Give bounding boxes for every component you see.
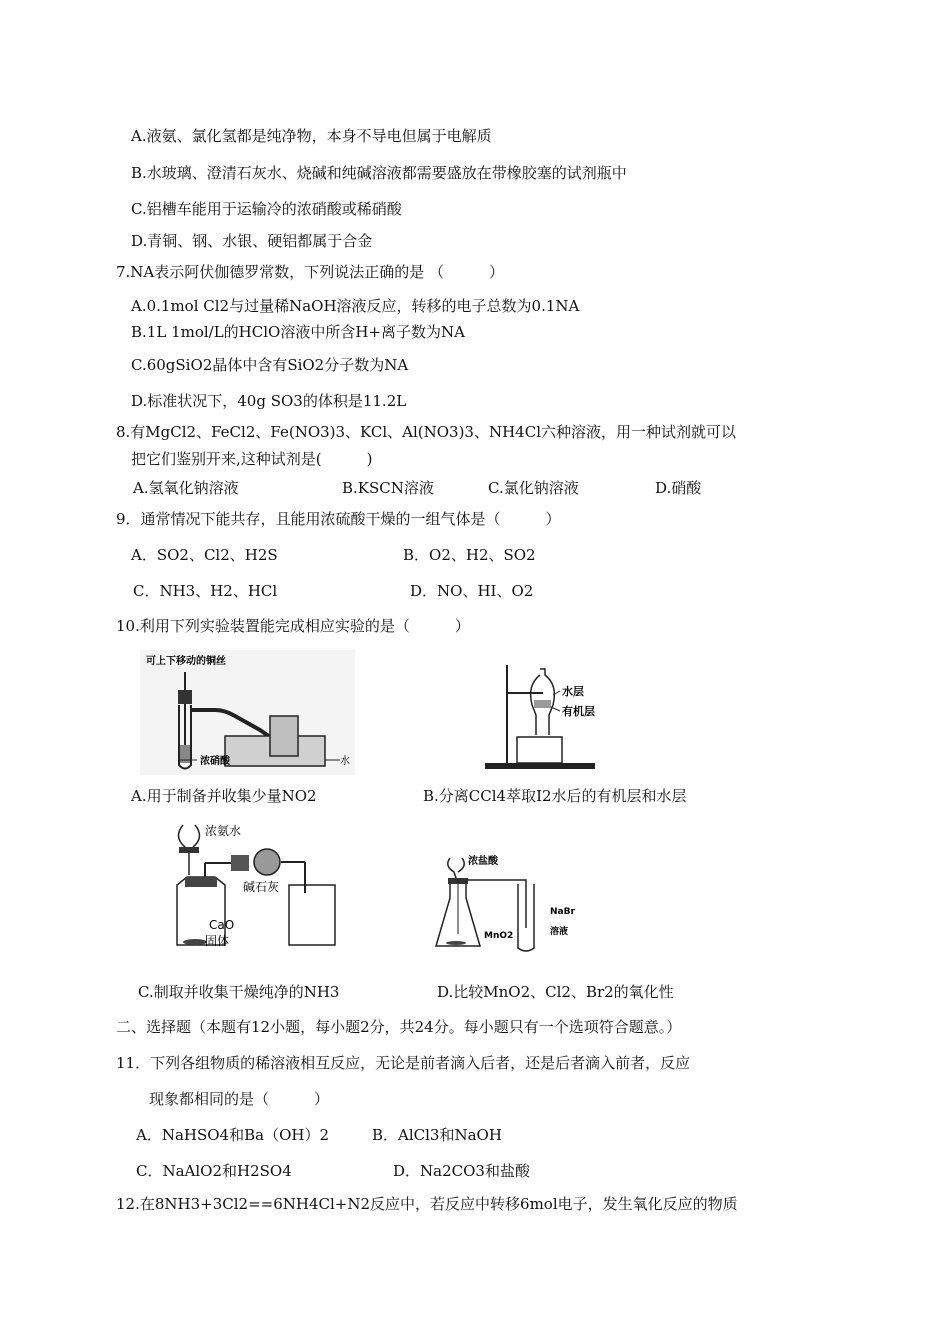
q8-option-a: A.氢氧化钠溶液: [133, 479, 239, 497]
q6-option-d: D.青铜、钢、水银、硬铝都属于合金: [131, 232, 373, 250]
q10-option-d: D.比较MnO2、Cl2、Br2的氧化性: [437, 983, 674, 1001]
q7-stem: 7.NA表示阿伏伽德罗常数，下列说法正确的是 （ ）: [116, 263, 505, 281]
figure-d-label-hcl: 浓盐酸: [468, 856, 498, 867]
q9-option-a: A．SO2、Cl2、H2S: [131, 546, 278, 564]
q11-stem-line1: 11．下列各组物质的稀溶液相互反应，无论是前者滴入后者，还是后者滴入前者，反应: [116, 1054, 691, 1072]
q11-option-c: C．NaAlO2和H2SO4: [136, 1162, 292, 1180]
q10-option-a: A.用于制备并收集少量NO2: [131, 787, 317, 805]
figure-d-label-mno2: MnO2: [484, 931, 514, 941]
figure-a-apparatus: [140, 650, 355, 775]
q6-option-a: A.液氨、氯化氢都是纯净物，本身不导电但属于电解质: [131, 127, 492, 145]
q6-option-b: B.水玻璃、澄清石灰水、烧碱和纯碱溶液都需要盛放在带橡胶塞的试剂瓶中: [131, 164, 627, 182]
figure-d-apparatus: [430, 850, 590, 955]
q10-option-b: B.分离CCl4萃取I2水后的有机层和水层: [423, 787, 687, 805]
section-2-header: 二、选择题（本题有12小题，每小题2分，共24分。每小题只有一个选项符合题意。）: [116, 1018, 682, 1036]
q11-option-b: B．AlCl3和NaOH: [372, 1126, 502, 1144]
figure-b-label-water-layer: 水层: [562, 685, 584, 698]
figure-a-label-acid: 浓硝酸: [200, 756, 230, 767]
figure-c-label-lime: 碱石灰: [243, 880, 280, 894]
figure-d-label-nabr: NaBr: [550, 907, 575, 917]
figure-c-apparatus: [165, 815, 350, 955]
figure-a-label-wire: 可上下移动的铜丝: [146, 656, 226, 667]
q9-stem: 9．通常情况下能共存，且能用浓硫酸干燥的一组气体是（ ）: [116, 510, 561, 528]
q11-option-a: A．NaHSO4和Ba（OH）2: [136, 1126, 329, 1144]
q8-option-c: C.氯化钠溶液: [488, 479, 579, 497]
figure-b-label-organic-layer: 有机层: [562, 705, 595, 718]
figure-c-label-cao: CaO: [209, 918, 235, 932]
q7-option-a: A.0.1mol Cl2与过量稀NaOH溶液反应，转移的电子总数为0.1NA: [131, 297, 580, 315]
q9-option-c: C．NH3、H2、HCl: [133, 582, 278, 600]
q12-stem: 12.在8NH3+3Cl2==6NH4Cl+N2反应中，若反应中转移6mol电子，发生氧化反应的物质: [116, 1195, 738, 1213]
q10-option-c: C.制取并收集干燥纯净的NH3: [138, 983, 340, 1001]
q8-stem-line2: 把它们鉴别开来,这种试剂是( ): [131, 450, 373, 468]
q6-option-c: C.铝槽车能用于运输冷的浓硝酸或稀硝酸: [131, 200, 402, 218]
q7-option-b: B.1L 1mol/L的HClO溶液中所含H+离子数为NA: [131, 323, 465, 341]
q8-stem-line1: 8.有MgCl2、FeCl2、Fe(NO3)3、KCl、Al(NO3)3、NH4Cl六种溶液，用一种试剂就可以: [116, 423, 736, 441]
q11-option-d: D．Na2CO3和盐酸: [393, 1162, 530, 1180]
q7-option-c: C.60gSiO2晶体中含有SiO2分子数为NA: [131, 356, 409, 374]
q9-option-d: D．NO、HI、O2: [410, 582, 534, 600]
figure-d-label-solution: 溶液: [550, 927, 569, 937]
figure-c-label-ammonia: 浓氨水: [205, 824, 242, 838]
q8-option-d: D.硝酸: [655, 479, 702, 497]
figure-b-apparatus: [465, 655, 615, 775]
q11-stem-line2: 现象都相同的是（ ）: [149, 1090, 330, 1108]
q8-option-b: B.KSCN溶液: [342, 479, 434, 497]
q7-option-d: D.标准状况下，40g SO3的体积是11.2L: [131, 392, 407, 410]
figure-a-label-water: 水: [340, 756, 350, 767]
q10-stem: 10.利用下列实验装置能完成相应实验的是（ ）: [116, 617, 470, 635]
q9-option-b: B．O2、H2、SO2: [403, 546, 536, 564]
figure-c-label-solid: 固体: [205, 934, 230, 948]
